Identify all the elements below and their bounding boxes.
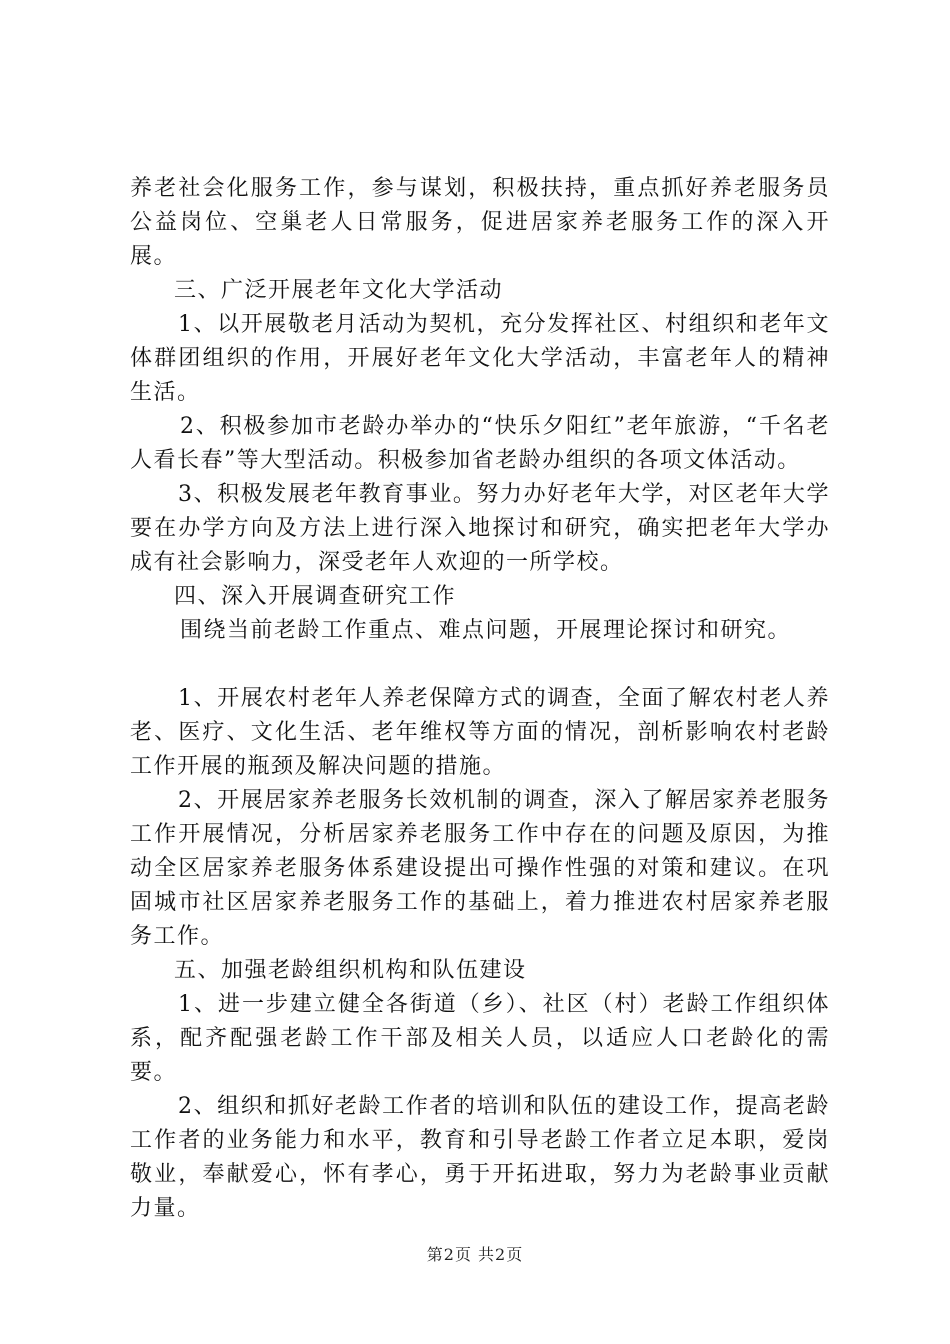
page-number-footer: 第2页 共2页 [426,1245,524,1264]
paragraph-continuation: 养老社会化服务工作，参与谋划，积极扶持，重点抓好养老服务员公益岗位、空巢老人日常服务，促进居家养老服务工作的深入开展。 [130,176,830,269]
paragraph-3-1: 1、以开展敬老月活动为契机，充分发挥社区、村组织和老年文体群团组织的作用，开展好老年文化大学活动，丰富老年人的精神生活。 [130,312,830,405]
paragraph-3-3: 3、积极发展老年教育事业。努力办好老年大学，对区老年大学要在办学方向及方法上进行深入地探讨和研究，确实把老年大学办成有社会影响力，深受老年人欢迎的一所学校。 [130,482,830,575]
document-body [130,172,830,1226]
section-heading-5: 五、加强老龄组织机构和队伍建设 [174,958,527,983]
paragraph-3-2: 2、积极参加市老龄办举办的“快乐夕阳红”老年旅游，“千名老人看长春”等大型活动。积极参加省老龄办组织的各项文体活动。 [130,414,830,473]
blank-line [130,648,830,682]
paragraph-4-intro: 围绕当前老龄工作重点、难点问题，开展理论探讨和研究。 [180,618,792,643]
section-heading-3: 三、广泛开展老年文化大学活动 [174,278,504,303]
paragraph-4-2: 2、开展居家养老服务长效机制的调查，深入了解居家养老服务工作开展情况，分析居家养老服务工作中存在的问题及原因，为推动全区居家养老服务体系建设提出可操作性强的对策和建议。在巩固城市社区居家养老服务工作的基础上，着力推进农村居家养老服务工作。 [130,788,830,949]
paragraph-5-1: 1、进一步建立健全各街道（乡）、社区（村）老龄工作组织体系，配齐配强老龄工作干部及相关人员，以适应人口老龄化的需要。 [130,992,830,1085]
paragraph-4-1: 1、开展农村老年人养老保障方式的调查，全面了解农村老人养老、医疗、文化生活、老年维权等方面的情况，剖析影响农村老龄工作开展的瓶颈及解决问题的措施。 [130,686,830,779]
section-heading-4: 四、深入开展调查研究工作 [174,584,457,609]
paragraph-5-2: 2、组织和抓好老龄工作者的培训和队伍的建设工作，提高老龄工作者的业务能力和水平，教育和引导老龄工作者立足本职，爱岗敬业，奉献爱心，怀有孝心，勇于开拓进取，努力为老龄事业贡献力量。 [130,1094,830,1221]
